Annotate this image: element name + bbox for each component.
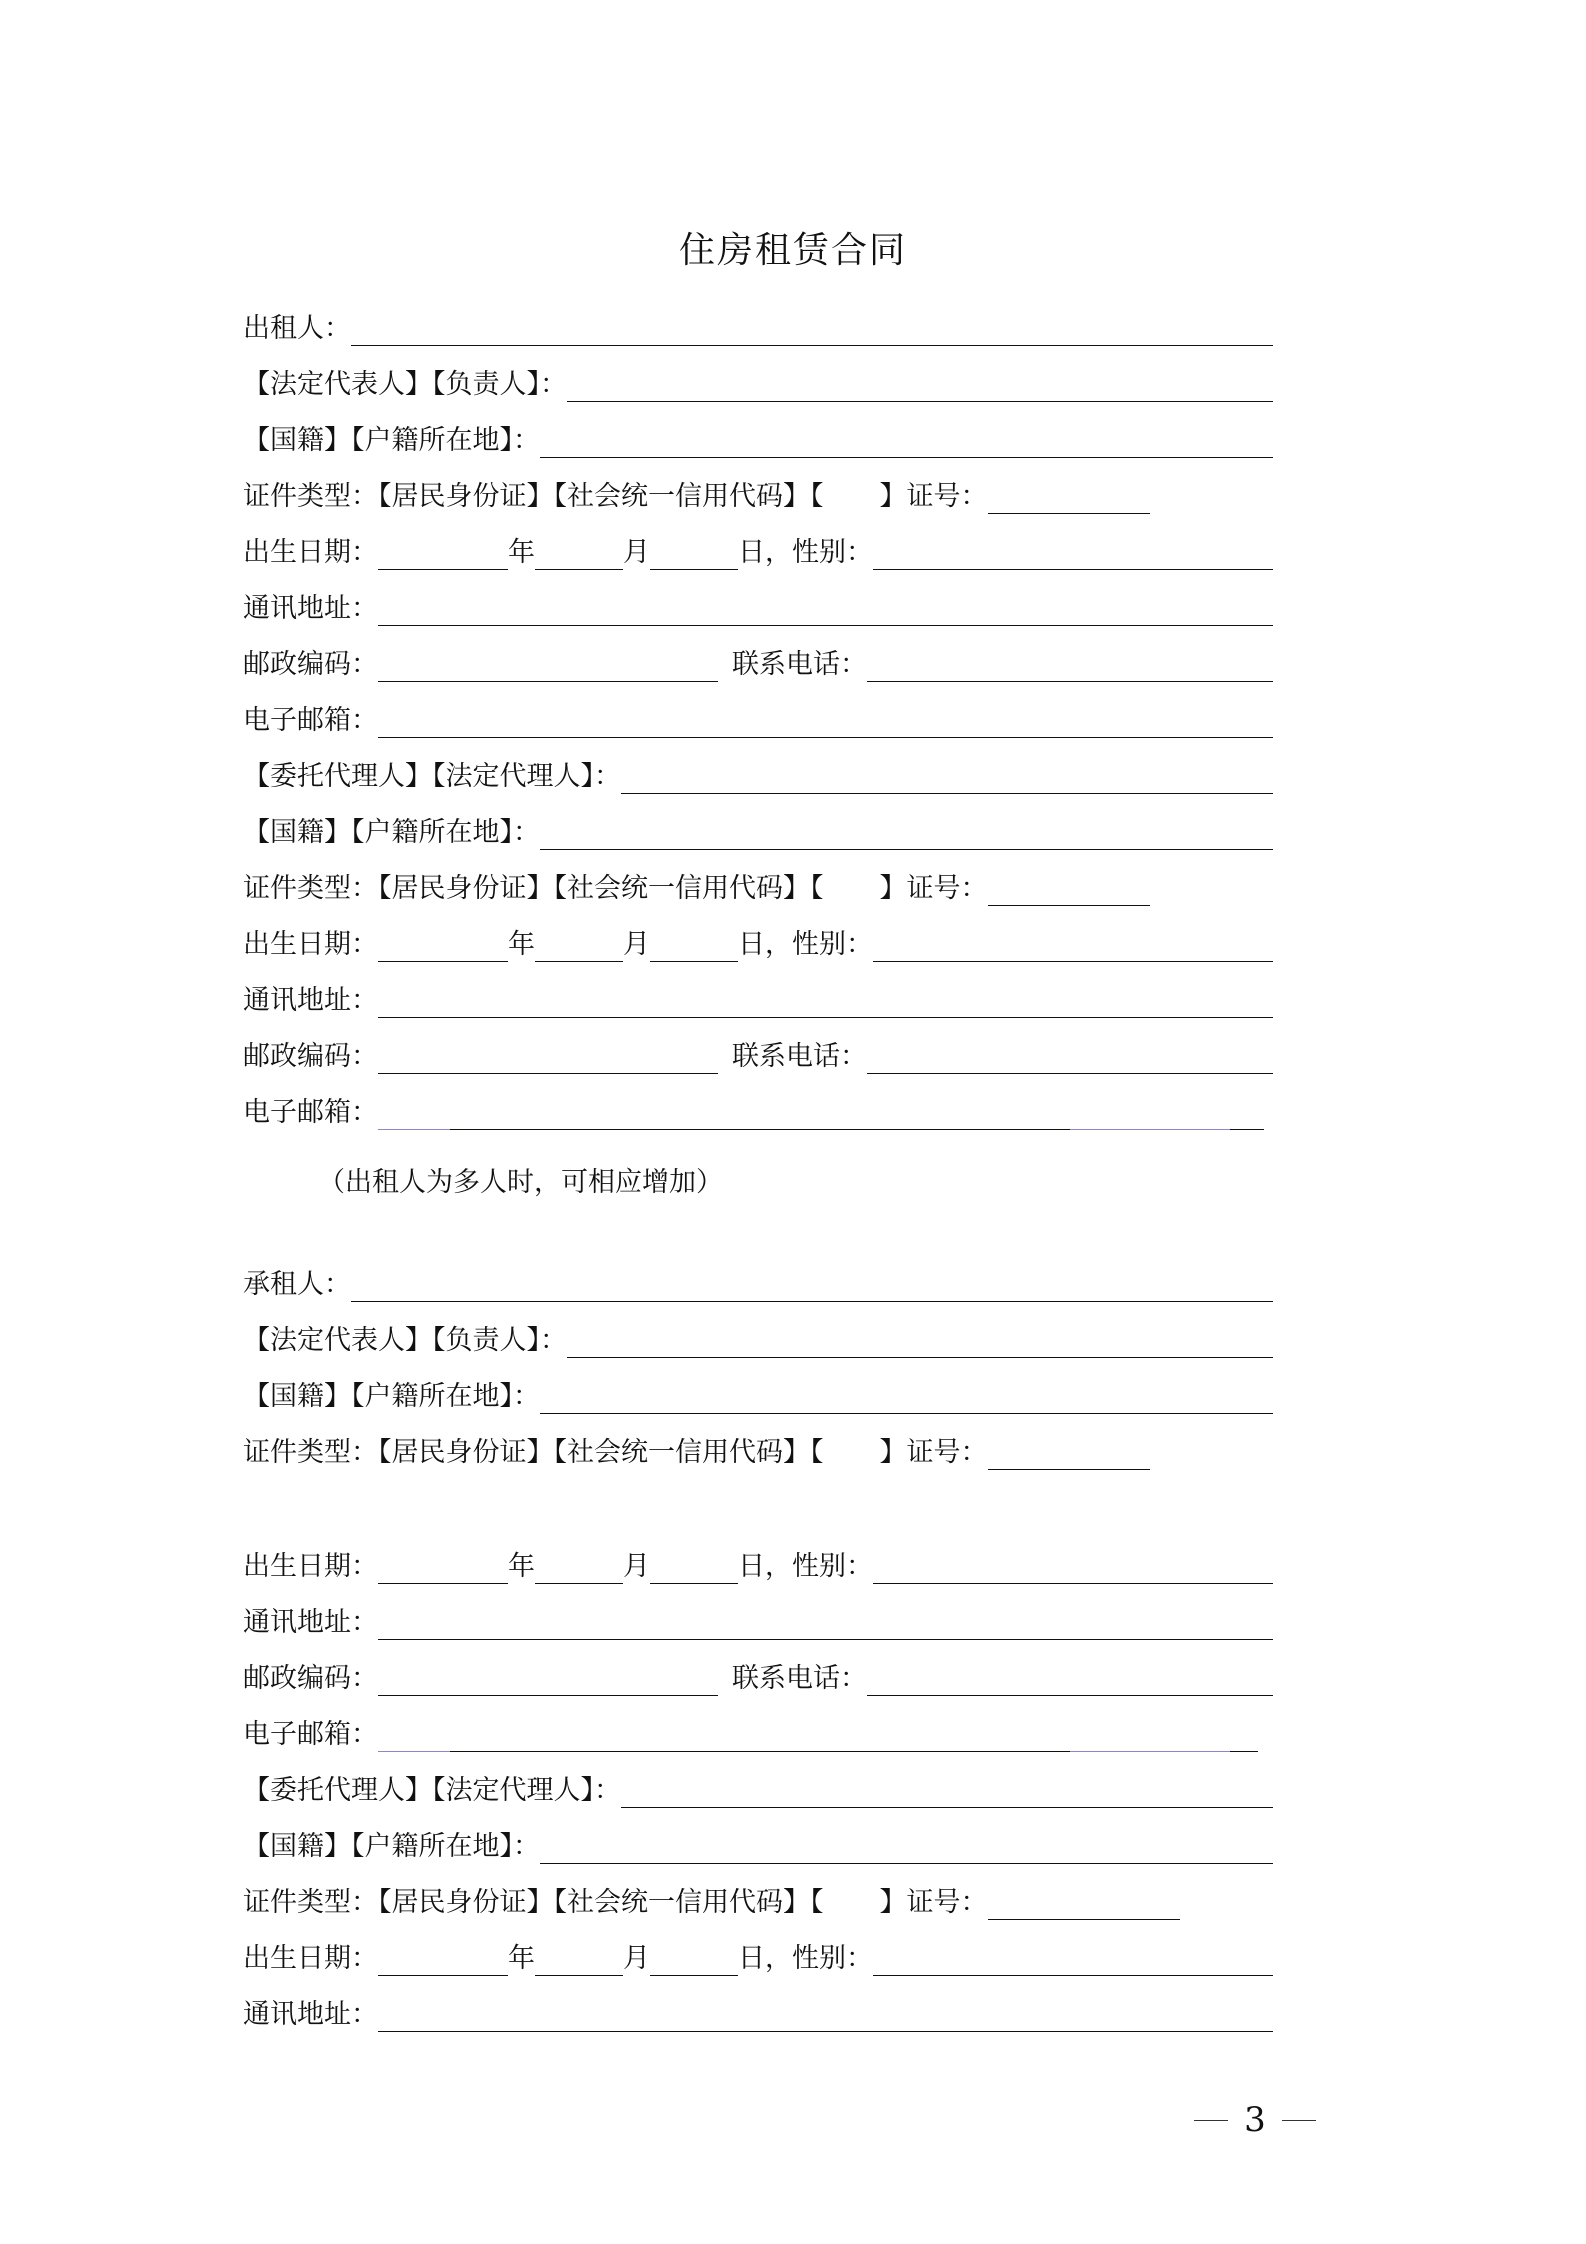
birth-day-field[interactable] [650, 539, 738, 570]
id-number-field[interactable] [988, 1439, 1150, 1470]
year-label: 年 [508, 929, 535, 960]
birth-label: 出生日期： [243, 1551, 378, 1582]
lessee-birth-row [243, 1538, 1273, 1584]
email-label: 电子邮箱： [243, 1097, 378, 1128]
lessee-row [243, 1256, 1273, 1302]
lessee-address-row [243, 1594, 1273, 1640]
id-number-label: 】证号： [879, 873, 988, 904]
postcode-field[interactable] [378, 1665, 718, 1696]
address-field[interactable] [378, 1609, 1273, 1640]
lessor-legal-rep-row [243, 356, 1273, 402]
postcode-label: 邮政编码： [243, 1663, 378, 1694]
page-dash-left [1194, 2120, 1228, 2121]
gender-field[interactable] [873, 1945, 1273, 1976]
agent-field[interactable] [621, 763, 1273, 794]
lessor-email-row [243, 692, 1273, 738]
nationality-field[interactable] [540, 1383, 1273, 1414]
birth-label: 出生日期： [243, 537, 378, 568]
birth-month-field[interactable] [535, 539, 623, 570]
email-label: 电子邮箱： [243, 705, 378, 736]
lessee-agent-nationality-row [243, 1818, 1273, 1864]
nationality-label: 【国籍】【户籍所在地】： [243, 1381, 540, 1412]
lessee-contact-row [243, 1650, 1273, 1696]
address-field[interactable] [378, 987, 1273, 1018]
multi-lessor-note: （出租人为多人时，可相应增加） [318, 1167, 723, 1198]
legal-rep-field[interactable] [567, 371, 1273, 402]
email-field[interactable] [378, 707, 1273, 738]
lessor-field[interactable] [351, 315, 1273, 346]
email-field-tail[interactable] [1230, 1099, 1264, 1130]
gender-field[interactable] [873, 931, 1273, 962]
postcode-label: 邮政编码： [243, 649, 378, 680]
id-type-label: 证件类型：【居民身份证】【社会统一信用代码】【 [243, 1437, 824, 1468]
gender-field[interactable] [873, 1553, 1273, 1584]
lessor-agent-contact-row [243, 1028, 1273, 1074]
id-type-label: 证件类型：【居民身份证】【社会统一信用代码】【 [243, 1887, 824, 1918]
birth-month-field[interactable] [535, 931, 623, 962]
postcode-field[interactable] [378, 651, 718, 682]
nationality-label: 【国籍】【户籍所在地】： [243, 425, 540, 456]
email-field-end[interactable] [1070, 1099, 1230, 1130]
birth-day-field[interactable] [650, 1945, 738, 1976]
page-number [1185, 2100, 1325, 2140]
birth-year-field[interactable] [378, 539, 508, 570]
id-number-field[interactable] [988, 483, 1150, 514]
lessor-id-row [243, 468, 1273, 514]
address-label: 通讯地址： [243, 1607, 378, 1638]
month-label: 月 [623, 537, 650, 568]
agent-label: 【委托代理人】【法定代理人】： [243, 1775, 621, 1806]
email-field-tail[interactable] [1230, 1721, 1258, 1752]
lessor-row [243, 300, 1273, 346]
lessor-agent-id-row [243, 860, 1273, 906]
phone-field[interactable] [867, 651, 1273, 682]
phone-label: 联系电话： [732, 1663, 867, 1694]
year-label: 年 [508, 1943, 535, 1974]
nationality-label: 【国籍】【户籍所在地】： [243, 817, 540, 848]
gender-field[interactable] [873, 539, 1273, 570]
lessee-id-row [243, 1424, 1273, 1470]
phone-label: 联系电话： [732, 1041, 867, 1072]
phone-field[interactable] [867, 1043, 1273, 1074]
day-gender-label: 日，性别： [738, 1551, 873, 1582]
birth-day-field[interactable] [650, 931, 738, 962]
nationality-field[interactable] [540, 427, 1273, 458]
id-type-label: 证件类型：【居民身份证】【社会统一信用代码】【 [243, 873, 824, 904]
legal-rep-field[interactable] [567, 1327, 1273, 1358]
id-number-field[interactable] [988, 875, 1150, 906]
lessee-agent-birth-row [243, 1930, 1273, 1976]
lessee-agent-id-row [243, 1874, 1273, 1920]
birth-year-field[interactable] [378, 1945, 508, 1976]
day-gender-label: 日，性别： [738, 929, 873, 960]
lessee-agent-address-row [243, 1986, 1273, 2032]
agent-field[interactable] [621, 1777, 1273, 1808]
postcode-label: 邮政编码： [243, 1041, 378, 1072]
nationality-field[interactable] [540, 1833, 1273, 1864]
month-label: 月 [623, 1551, 650, 1582]
lessor-agent-email-row [243, 1084, 1273, 1130]
page-number-text: 3 [1244, 2100, 1266, 2140]
month-label: 月 [623, 1943, 650, 1974]
lessee-email-row [243, 1706, 1273, 1752]
lessor-agent-row [243, 748, 1273, 794]
lessor-nationality-row [243, 412, 1273, 458]
lessor-agent-nationality-row [243, 804, 1273, 850]
address-label: 通讯地址： [243, 593, 378, 624]
email-field-end[interactable] [1070, 1721, 1230, 1752]
email-label: 电子邮箱： [243, 1719, 378, 1750]
birth-month-field[interactable] [535, 1553, 623, 1584]
document-title: 住房租赁合同 [678, 230, 907, 271]
email-field-start[interactable] [378, 1099, 450, 1130]
birth-year-field[interactable] [378, 931, 508, 962]
month-label: 月 [623, 929, 650, 960]
email-field[interactable] [450, 1721, 1070, 1752]
legal-rep-label: 【法定代表人】【负责人】： [243, 369, 567, 400]
phone-field[interactable] [867, 1665, 1273, 1696]
birth-label: 出生日期： [243, 1943, 378, 1974]
legal-rep-label: 【法定代表人】【负责人】： [243, 1325, 567, 1356]
email-field[interactable] [450, 1099, 1070, 1130]
nationality-label: 【国籍】【户籍所在地】： [243, 1831, 540, 1862]
email-field-start[interactable] [378, 1721, 450, 1752]
postcode-field[interactable] [378, 1043, 718, 1074]
id-number-label: 】证号： [879, 481, 988, 512]
lessor-contact-row [243, 636, 1273, 682]
phone-label: 联系电话： [732, 649, 867, 680]
address-label: 通讯地址： [243, 985, 378, 1016]
lessee-legal-rep-row [243, 1312, 1273, 1358]
year-label: 年 [508, 537, 535, 568]
lessor-label: 出租人： [243, 313, 351, 344]
page-dash-right [1282, 2120, 1316, 2121]
id-number-label: 】证号： [879, 1437, 988, 1468]
lessee-label: 承租人： [243, 1269, 351, 1300]
address-field[interactable] [378, 2001, 1273, 2032]
day-gender-label: 日，性别： [738, 537, 873, 568]
birth-label: 出生日期： [243, 929, 378, 960]
lessor-address-row [243, 580, 1273, 626]
lessee-field[interactable] [351, 1271, 1273, 1302]
day-gender-label: 日，性别： [738, 1943, 873, 1974]
agent-label: 【委托代理人】【法定代理人】： [243, 761, 621, 792]
id-number-field[interactable] [988, 1889, 1180, 1920]
birth-day-field[interactable] [650, 1553, 738, 1584]
address-label: 通讯地址： [243, 1999, 378, 2030]
nationality-field[interactable] [540, 819, 1273, 850]
lessor-agent-address-row [243, 972, 1273, 1018]
lessor-agent-birth-row [243, 916, 1273, 962]
birth-month-field[interactable] [535, 1945, 623, 1976]
lessee-agent-row [243, 1762, 1273, 1808]
lessee-nationality-row [243, 1368, 1273, 1414]
id-type-label: 证件类型：【居民身份证】【社会统一信用代码】【 [243, 481, 824, 512]
lessor-birth-row [243, 524, 1273, 570]
year-label: 年 [508, 1551, 535, 1582]
address-field[interactable] [378, 595, 1273, 626]
birth-year-field[interactable] [378, 1553, 508, 1584]
id-number-label: 】证号： [879, 1887, 988, 1918]
